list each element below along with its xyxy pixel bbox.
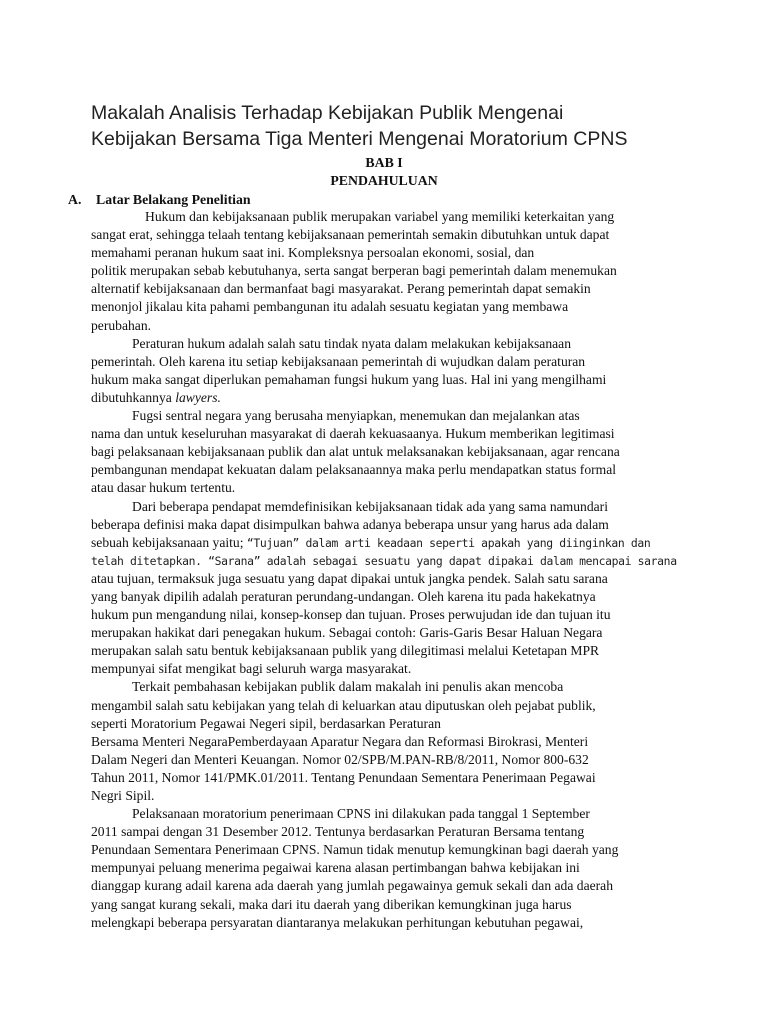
monospace-fragment: “Tujuan” dalam arti keadaan seperti apakah yang diinginkan dan (246, 535, 651, 550)
chapter-name: PENDAHULUAN (330, 173, 438, 188)
paragraph-line: merupakan hakikat dari penegakan hukum. Sebagai contoh: Garis-Garis Besar Haluan Negara (91, 625, 603, 641)
paragraph-line: Hukum dan kebijaksanaan publik merupakan variabel yang memiliki keterkaitan yang (145, 209, 615, 224)
paragraph-line: mempunyai peluang menerima pegaiwai karena alasan pertimbangan bahwa kebijakan ini (91, 860, 580, 876)
paragraph-line: dianggap kurang adail karena ada daerah yang jumlah pegawainya gemuk sekali dan ada daerah (91, 878, 613, 894)
paragraph-line: Fugsi sentral negara yang berusaha menyiapkan, menemukan dan mejalankan atas (132, 408, 580, 424)
paragraph-line: Peraturan hukum adalah salah satu tindak nyata dalam melakukan kebijaksanaan (132, 335, 571, 351)
paragraph-line (91, 534, 691, 552)
paragraph-line: pemerintah. Oleh karena itu setiap kebijaksanaan pemerintah di wujudkan dalam peraturan (91, 353, 586, 369)
paragraph-line: 2011 sampai dengan 31 Desember 2012. Tentunya berdasarkan Peraturan Bersama tentang (91, 824, 585, 840)
paragraph-line: memahami peranan hukum saat ini. Kompleksnya persoalan ekonomi, sosial, dan (91, 245, 535, 261)
section-title: Latar Belakang Penelitian (96, 192, 251, 207)
document-title (91, 100, 751, 152)
body-text (91, 208, 691, 932)
paragraph-line: pembangunan mendapat kekuatan dalam pelaksanaannya maka perlu mendapatkan status formal (91, 462, 617, 478)
paragraph-line: menonjol jikalau kita pahami pembangunan itu adalah sesuatu kegiatan yang membawa (91, 299, 569, 315)
paragraph-line: politik merupakan sebab kebutuhanya, serta sangat berperan bagi pemerintah dalam menemukan (91, 263, 617, 279)
paragraph-line: atau dasar hukum tertentu. (91, 480, 236, 496)
paragraph-line: nama dan untuk keseluruhan masyarakat di daerah kekuasaanya. Hukum memberikan legitimasi (91, 426, 615, 442)
title-line-2: Kebijakan Bersama Tiga Menteri Mengenai Moratorium CPNS (91, 128, 628, 150)
paragraph-line: yang banyak dipilih adalah peraturan perundang-undangan. Oleh karena itu pada hakekatnya (91, 588, 596, 604)
paragraph-line: hukum pun mengandung nilai, konsep-konsep dan tujuan. Proses perwujudan ide dan tujuan itu (91, 607, 611, 623)
paragraph-line: Bersama Menteri NegaraPemberdayaan Aparatur Negara dan Reformasi Birokrasi, Menteri (91, 733, 589, 749)
chapter-label: BAB I (365, 155, 403, 170)
paragraph-line: alternatif kebijaksanaan dan bermanfaat bagi masyarakat. Perang pemerintah dapat semakin (91, 281, 591, 297)
paragraph-line: Tahun 2011, Nomor 141/PMK.01/2011. Tentang Penundaan Sementara Penerimaan Pegawai (91, 769, 596, 785)
section-heading (68, 191, 251, 208)
paragraph-line: yang sangat kurang sekali, maka dari itu daerah yang diberikan kemungkinan juga harus (91, 896, 572, 912)
paragraph-line: merupakan salah satu bentuk kebijaksanaan publik yang dilegitimasi melalui Ketetapan MPR (91, 643, 600, 659)
paragraph-line: Terkait pembahasan kebijakan publik dalam makalah ini penulis akan mencoba (132, 679, 564, 695)
paragraph-line: Dari beberapa pendapat memdefinisikan kebijaksanaan tidak ada yang sama namundari (132, 498, 608, 514)
paragraph-line: Pelaksanaan moratorium penerimaan CPNS ini dilakukan pada tanggal 1 September (132, 806, 590, 822)
paragraph-fragment: sebuah kebijaksanaan yaitu; (91, 534, 247, 550)
paragraph-line: bagi pelaksanaan kebijaksanaan publik dan alat untuk melaksanakan kebijaksanaan, agar rencana (91, 444, 620, 460)
paragraph-line (91, 389, 691, 407)
paragraph-line: Negri Sipil. (91, 788, 155, 803)
title-line-1: Makalah Analisis Terhadap Kebijakan Publik Mengenai (91, 102, 564, 124)
paragraph-line: beberapa definisi maka dapat disimpulkan bahwa adanya beberapa unsur yang harus ada dalam (91, 516, 609, 532)
paragraph-line: telah ditetapkan. “Sarana” adalah sebagai sesuatu yang dapat dipakai dalam mencapai sarana (91, 553, 677, 568)
paragraph-line: Penundaan Sementara Penerimaan CPNS. Namun tidak menutup kemungkinan bagi daerah yang (91, 842, 619, 858)
paragraph-fragment: dibutuhkannya (91, 389, 176, 405)
paragraph-line: Dalam Negeri dan Menteri Keuangan. Nomor 02/SPB/M.PAN-RB/8/2011, Nomor 800-632 (91, 751, 589, 767)
section-letter: A. (68, 192, 82, 207)
paragraph-line: mengambil salah satu kebijakan yang telah di keluarkan atau diputuskan oleh pejabat publik, (91, 697, 596, 713)
paragraph-line: perubahan. (91, 317, 152, 333)
paragraph-line: seperti Moratorium Pegawai Negeri sipil, berdasarkan Peraturan (91, 715, 441, 731)
paragraph-line: hukum maka sangat diperlukan pemahaman fungsi hukum yang luas. Hal ini yang mengilhami (91, 371, 607, 387)
paragraph-line: atau tujuan, termaksuk juga sesuatu yang dapat dipakai untuk jangka pendek. Salah satu sarana (91, 570, 608, 586)
italic-term: lawyers. (175, 389, 221, 405)
paragraph-line: melengkapi beberapa persyaratan diantaranya melakukan perhitungan kebutuhan pegawai, (91, 914, 584, 930)
paragraph-line: mempunyai sifat mengikat bagi seluruh warga masyarakat. (91, 661, 412, 677)
paragraph-line: sangat erat, sehingga telaah tentang kebijaksanaan pemerintah semakin dibutuhkan untuk dapat (91, 227, 610, 243)
